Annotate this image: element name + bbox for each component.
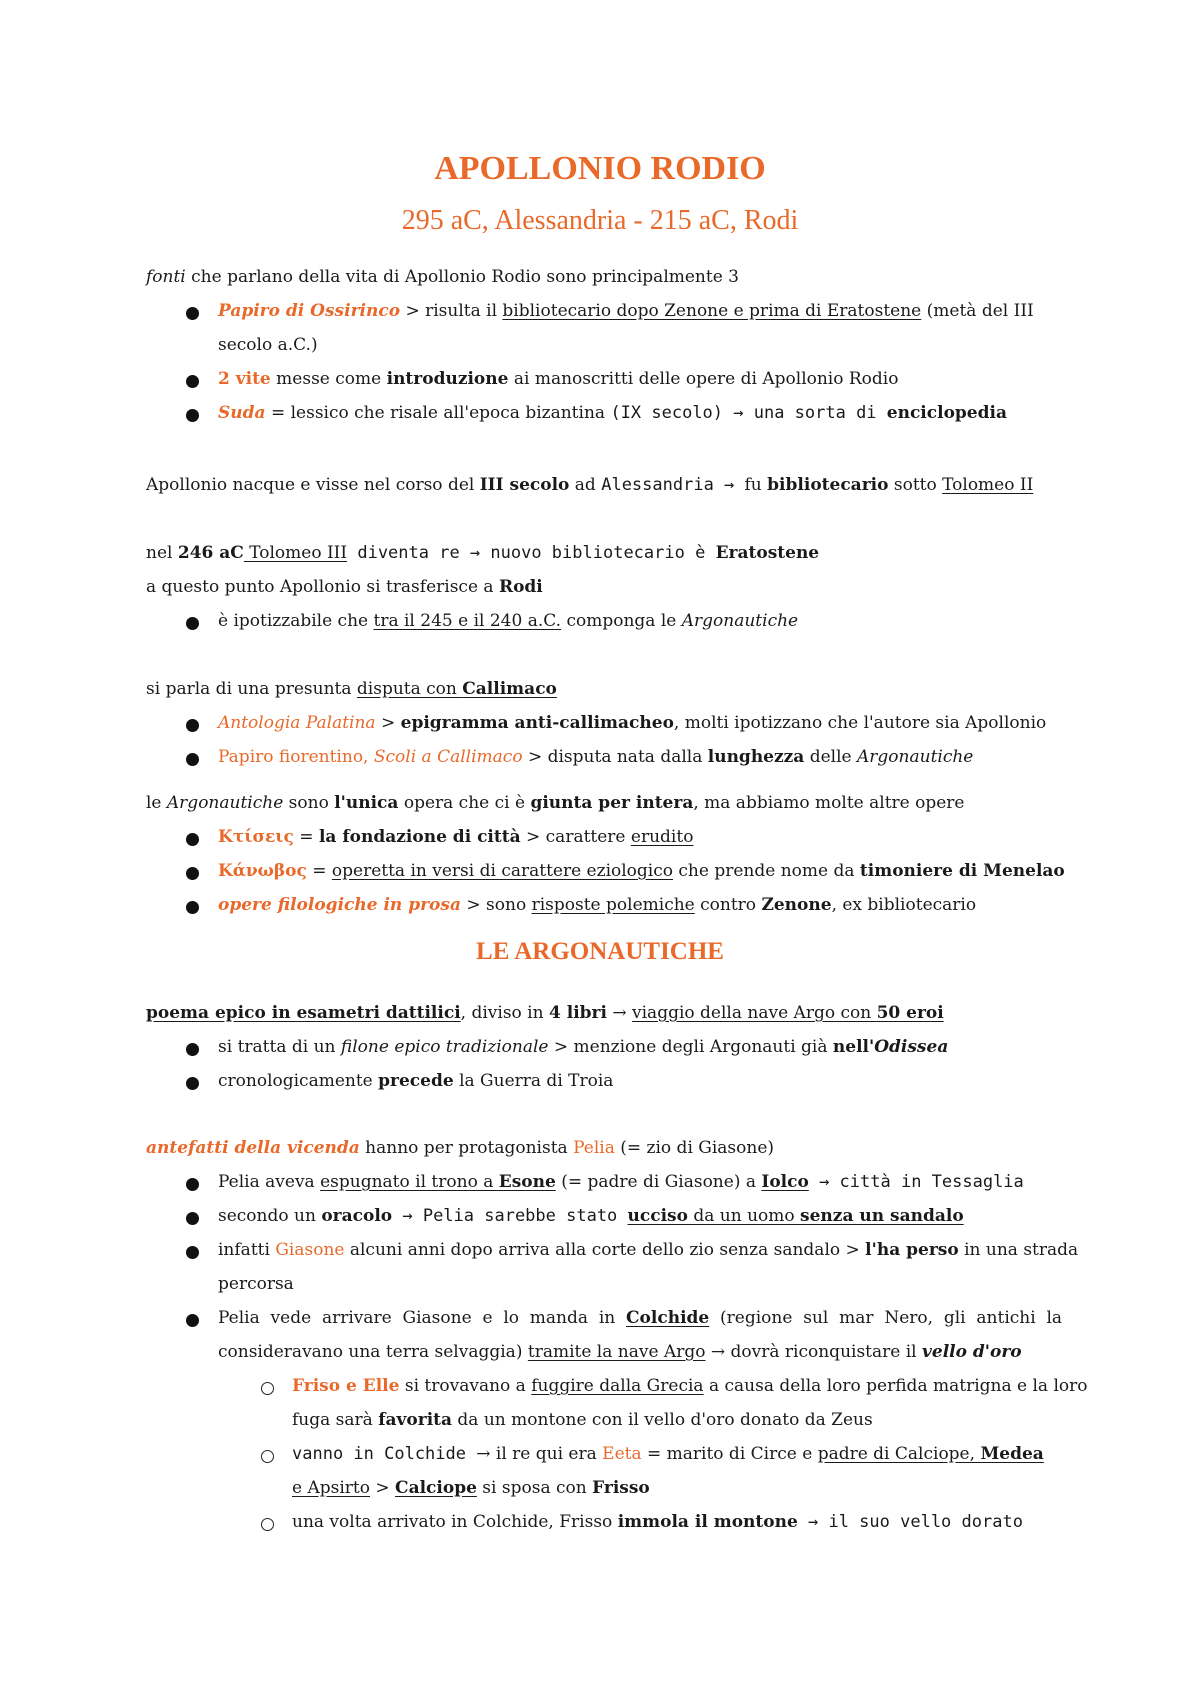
bullet-icon: [186, 409, 199, 422]
bullet-icon: [186, 719, 199, 732]
sub-item-continuation: e Apsirto > Calciope si sposa con Frisso: [292, 1478, 650, 1498]
sub-bullet-icon: [261, 1450, 274, 1463]
bullet-icon: [186, 1314, 199, 1327]
bullet-icon: [186, 1246, 199, 1259]
sub-item-friso-elle: Friso e Elle si trovavano a fuggire dalla Grecia a causa della loro perfida matrigna e la loro: [292, 1376, 1088, 1396]
list-item-continuation: percorsa: [218, 1274, 294, 1294]
sub-item-eeta: vanno in Colchide → il re qui era Eeta = marito di Circe e padre di Calciope, Medea: [292, 1444, 1044, 1464]
bullet-icon: [186, 1043, 199, 1056]
paragraph-antefatti: antefatti della vicenda hanno per protagonista Pelia (= zio di Giasone): [146, 1138, 775, 1158]
sub-bullet-icon: [261, 1518, 274, 1531]
paragraph-poema: poema epico in esametri dattilici, diviso in 4 libri → viaggio della nave Argo con 50 eroi: [146, 1003, 944, 1023]
bullet-icon: [186, 901, 199, 914]
list-item-continuation: consideravano una terra selvaggia) tramite la nave Argo → dovrà riconquistare il vello d'oro: [218, 1342, 1022, 1362]
paragraph-disputa: si parla di una presunta disputa con Callimaco: [146, 679, 557, 699]
list-item-continuation: secolo a.C.): [218, 335, 318, 355]
bullet-icon: [186, 1178, 199, 1191]
paragraph-nascita: Apollonio nacque e visse nel corso del III secolo ad Alessandria → fu bibliotecario sotto Tolomeo II: [146, 475, 1034, 495]
list-item-papiro-fiorentino: Papiro fiorentino, Scoli a Callimaco > disputa nata dalla lunghezza delle Argonautiche: [218, 747, 974, 767]
sub-bullet-icon: [261, 1382, 274, 1395]
bullet-icon: [186, 307, 199, 320]
paragraph-246: nel 246 aC Tolomeo III diventa re → nuovo bibliotecario è Eratostene: [146, 543, 820, 563]
list-item-cronologia: cronologicamente precede la Guerra di Troia: [218, 1071, 614, 1091]
list-item-opere-filologiche: opere filologiche in prosa > sono risposte polemiche contro Zenone, ex bibliotecario: [218, 895, 977, 915]
list-item-giasone: infatti Giasone alcuni anni dopo arriva alla corte dello zio senza sandalo > l'ha perso in una strada: [218, 1240, 1079, 1260]
list-item-suda: Suda = lessico che risale all'epoca bizantina (IX secolo) → una sorta di enciclopedia: [218, 403, 1007, 423]
list-item-datazione: è ipotizzabile che tra il 245 e il 240 a.C. componga le Argonautiche: [218, 611, 799, 631]
sub-item-continuation: fuga sarà favorita da un montone con il vello d'oro donato da Zeus: [292, 1410, 873, 1430]
list-item-colchide: Pelia vede arrivare Giasone e lo manda in Colchide (regione sul mar Nero, gli antichi la: [218, 1308, 1063, 1328]
sub-item-montone: una volta arrivato in Colchide, Frisso immola il montone → il suo vello dorato: [292, 1512, 1023, 1532]
list-item-antologia: Antologia Palatina > epigramma anti-callimacheo, molti ipotizzano che l'autore sia Apollonio: [218, 713, 1047, 733]
section-heading: LE ARGONAUTICHE: [476, 938, 724, 965]
page-subtitle: 295 aC, Alessandria - 215 aC, Rodi: [401, 205, 799, 236]
bullet-icon: [186, 617, 199, 630]
page-title: APOLLONIO RODIO: [434, 150, 766, 187]
bullet-icon: [186, 1077, 199, 1090]
list-item-ktiseis: Κτίσεις = la fondazione di città > carattere erudito: [218, 827, 694, 847]
bullet-icon: [186, 753, 199, 766]
list-item-oracolo: secondo un oracolo → Pelia sarebbe stato ucciso da un uomo senza un sandalo: [218, 1206, 964, 1226]
list-item-papiro-ossirinco: Papiro di Ossirinco > risulta il bibliotecario dopo Zenone e prima di Eratostene (metà del III: [218, 301, 1034, 321]
bullet-icon: [186, 375, 199, 388]
bullet-icon: [186, 1212, 199, 1225]
paragraph-rodi: a questo punto Apollonio si trasferisce a Rodi: [146, 577, 543, 597]
fonti-intro: fonti che parlano della vita di Apollonio Rodio sono principalmente 3: [146, 267, 739, 287]
bullet-icon: [186, 867, 199, 880]
paragraph-opere: le Argonautiche sono l'unica opera che ci è giunta per intera, ma abbiamo molte altre opere: [146, 793, 965, 813]
list-item-pelia: Pelia aveva espugnato il trono a Esone (= padre di Giasone) a Iolco → città in Tessaglia: [218, 1172, 1024, 1192]
list-item-kanobos: Κάνωβος = operetta in versi di carattere eziologico che prende nome da timoniere di Menelao: [218, 861, 1065, 881]
bullet-icon: [186, 833, 199, 846]
list-item-2-vite: 2 vite messe come introduzione ai manoscritti delle opere di Apollonio Rodio: [218, 369, 899, 389]
list-item-filone: si tratta di un filone epico tradizionale > menzione degli Argonauti già nell'Odissea: [218, 1037, 949, 1057]
